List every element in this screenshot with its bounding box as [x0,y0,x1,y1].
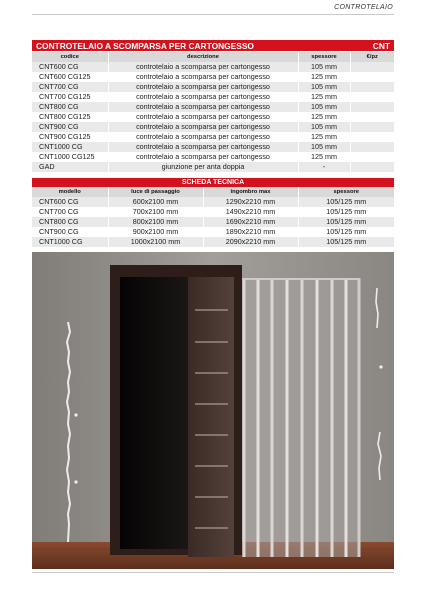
screw-mark [379,365,382,368]
table-row [32,72,394,82]
dark-doorway [120,277,188,549]
cell-prezzo [350,82,394,92]
cell-modello: CNT800 CG [32,217,108,227]
table-row [32,227,394,237]
cell-prezzo [350,132,394,142]
cell-spessore: 105/125 mm [298,207,394,217]
table-row [32,207,394,217]
cell-spessore: 105/125 mm [298,217,394,227]
cell-codice: CNT800 CG [32,102,108,112]
cell-codice: GAD [32,162,108,172]
col-header-descrizione: descrizione [108,52,298,62]
product-code: CNT [372,40,390,51]
cell-codice: CNT900 CG [32,122,108,132]
table-row [32,92,394,102]
table-row [32,217,394,227]
cell-ingombro: 1690x2210 mm [203,217,298,227]
cell-descrizione: controtelaio a scomparsa per cartongesso [108,122,298,132]
cell-modello: CNT700 CG [32,207,108,217]
col-header-ingombro: ingombro max [203,187,298,197]
cell-prezzo [350,162,394,172]
cell-descrizione: controtelaio a scomparsa per cartongesso [108,152,298,162]
cell-codice: CNT1000 CG125 [32,152,108,162]
cell-spessore: 105/125 mm [298,237,394,247]
cell-ingombro: 1290x2210 mm [203,197,298,207]
cell-modello: CNT1000 CG [32,237,108,247]
table-row [32,237,394,247]
col-header-codice: codice [32,52,108,62]
cell-spessore: 125 mm [298,112,350,122]
table-row [32,102,394,112]
cell-codice: CNT600 CG125 [32,72,108,82]
cell-prezzo [350,122,394,132]
col-header-spessore: spessore [298,52,350,62]
cell-prezzo [350,152,394,162]
cell-spessore: 105 mm [298,142,350,152]
cell-descrizione: controtelaio a scomparsa per cartongesso [108,132,298,142]
table-row [32,132,394,142]
col-header-prezzo: €/pz [350,52,394,62]
cell-descrizione: controtelaio a scomparsa per cartongesso [108,112,298,122]
table-row [32,62,394,72]
cell-codice: CNT900 CG125 [32,132,108,142]
cell-spessore: 105 mm [298,102,350,112]
cell-luce: 900x2100 mm [108,227,203,237]
screw-mark [74,480,77,483]
cell-prezzo [350,92,394,102]
col-header-luce: luce di passaggio [108,187,203,197]
cell-spessore: 125 mm [298,132,350,142]
bottom-divider [32,572,394,573]
cell-spessore: 125 mm [298,152,350,162]
tech-sheet-title: SCHEDA TECNICA [32,178,394,187]
table-row [32,142,394,152]
cell-luce: 1000x2100 mm [108,237,203,247]
products-table [32,52,394,172]
table-row [32,82,394,92]
table-row [32,122,394,132]
cell-spessore: 125 mm [298,92,350,102]
cell-prezzo [350,102,394,112]
product-photo [32,252,394,569]
top-divider [32,14,394,15]
cell-descrizione: controtelaio a scomparsa per cartongesso [108,82,298,92]
cell-codice: CNT700 CG [32,82,108,92]
cell-descrizione: controtelaio a scomparsa per cartongesso [108,102,298,112]
cell-modello: CNT600 CG [32,197,108,207]
cell-luce: 800x2100 mm [108,217,203,227]
cell-spessore: 105 mm [298,82,350,92]
cell-spessore: 105/125 mm [298,227,394,237]
cell-prezzo [350,142,394,152]
cell-prezzo [350,112,394,122]
cell-spessore: - [298,162,350,172]
product-title: CONTROTELAIO A SCOMPARSA PER CARTONGESSO [36,40,254,51]
cell-ingombro: 2090x2210 mm [203,237,298,247]
cell-codice: CNT800 CG125 [32,112,108,122]
table-row [32,152,394,162]
cell-descrizione: giunzione per anta doppia [108,162,298,172]
cell-descrizione: controtelaio a scomparsa per cartongesso [108,72,298,82]
products-header-row [32,52,394,62]
cell-modello: CNT900 CG [32,227,108,237]
cell-ingombro: 1890x2210 mm [203,227,298,237]
cell-spessore: 125 mm [298,72,350,82]
cell-codice: CNT700 CG125 [32,92,108,102]
cell-spessore: 105/125 mm [298,197,394,207]
cell-ingombro: 1490x2210 mm [203,207,298,217]
cell-luce: 700x2100 mm [108,207,203,217]
table-row [32,112,394,122]
table-row [32,197,394,207]
col-header-spessore: spessore [298,187,394,197]
tech-header-row [32,187,394,197]
cell-spessore: 105 mm [298,62,350,72]
cell-prezzo [350,72,394,82]
screw-mark [74,413,77,416]
cell-prezzo [350,62,394,72]
cell-descrizione: controtelaio a scomparsa per cartongesso [108,142,298,152]
section-label: CONTROTELAIO [334,4,393,11]
tech-sheet-table [32,187,394,247]
sliding-door-leaf [188,277,234,557]
pocket-door-illustration [32,252,394,569]
product-title-bar [32,40,394,51]
col-header-modello: modello [32,187,108,197]
pocket-frame-cassette [242,278,360,557]
cell-descrizione: controtelaio a scomparsa per cartongesso [108,62,298,72]
cell-spessore: 105 mm [298,122,350,132]
cell-luce: 600x2100 mm [108,197,203,207]
table-row [32,162,394,172]
cell-codice: CNT600 CG [32,62,108,72]
cell-codice: CNT1000 CG [32,142,108,152]
cell-descrizione: controtelaio a scomparsa per cartongesso [108,92,298,102]
